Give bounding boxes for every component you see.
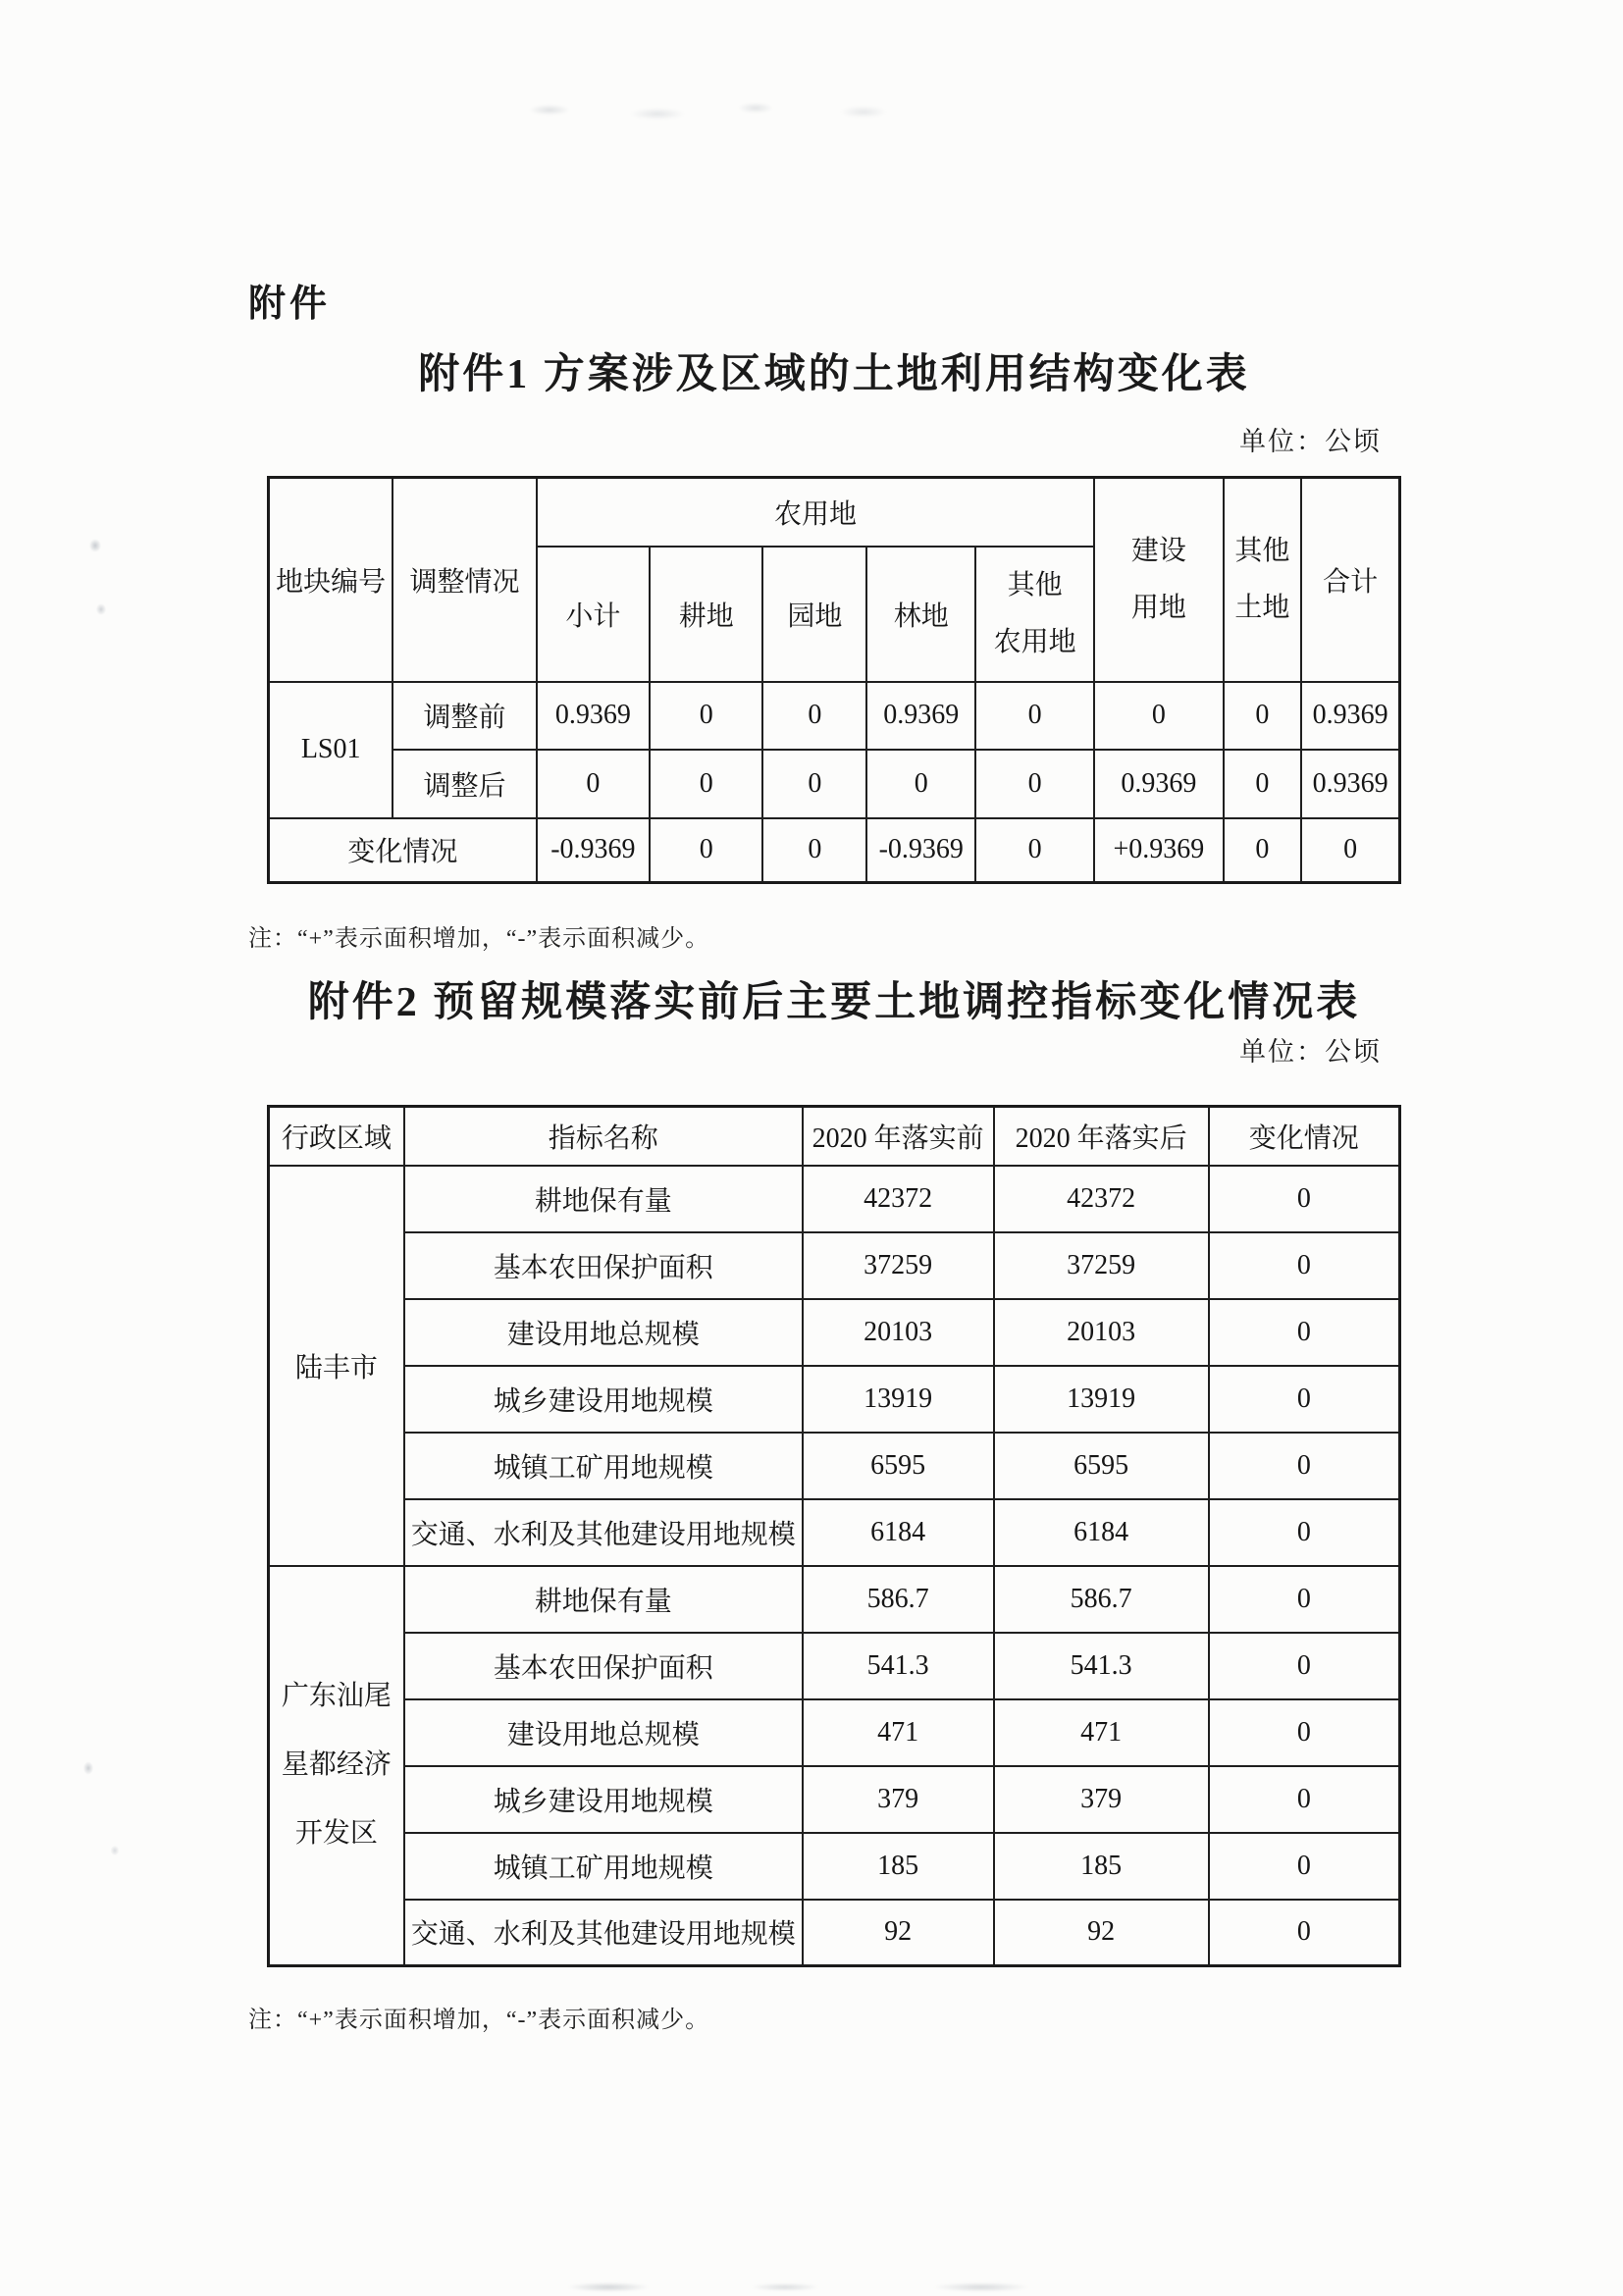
header-adjustment: 调整情况 <box>393 478 536 682</box>
value-cell: 0 <box>1209 1433 1400 1499</box>
value-cell: 586.7 <box>803 1566 994 1633</box>
header-construction-land-line1: 建设 <box>1130 536 1186 567</box>
stage-label-cell: 调整前 <box>393 682 536 750</box>
value-cell: 0 <box>650 818 762 883</box>
header-change: 变化情况 <box>1209 1107 1400 1166</box>
value-cell: 0 <box>866 750 975 818</box>
header-other-agricultural-land-line2: 农用地 <box>993 626 1076 657</box>
value-cell: 0 <box>1209 1299 1400 1366</box>
indicator-name-cell: 交通、水利及其他建设用地规模 <box>404 1900 803 1966</box>
stage-label-cell: 调整后 <box>393 750 536 818</box>
header-before-2020: 2020 年落实前 <box>803 1107 994 1166</box>
header-construction-land <box>1094 478 1223 682</box>
header-indicator-name: 指标名称 <box>404 1107 803 1166</box>
value-cell: 0.9369 <box>1301 750 1399 818</box>
header-other-land <box>1224 478 1302 682</box>
region-cell <box>269 1566 404 1966</box>
value-cell: 0 <box>1224 818 1302 883</box>
value-cell: 92 <box>994 1900 1209 1966</box>
indicator-name-cell: 基本农田保护面积 <box>404 1633 803 1699</box>
value-cell: 185 <box>803 1833 994 1900</box>
header-admin-region: 行政区域 <box>269 1107 404 1166</box>
table-row <box>269 1299 1400 1366</box>
scan-artifact <box>80 1758 96 1778</box>
value-cell: 42372 <box>994 1166 1209 1232</box>
table-row <box>269 1366 1400 1433</box>
header-cultivated-land: 耕地 <box>650 547 762 682</box>
header-total: 合计 <box>1301 478 1399 682</box>
table-row <box>269 1833 1400 1900</box>
value-cell: 6184 <box>803 1499 994 1566</box>
scan-artifact <box>530 2278 1138 2296</box>
value-cell: 0 <box>975 818 1094 883</box>
value-cell: 0.9369 <box>1301 682 1399 750</box>
value-cell: 0 <box>1209 1699 1400 1766</box>
indicator-name-cell: 建设用地总规模 <box>404 1299 803 1366</box>
value-cell: 0 <box>1209 1633 1400 1699</box>
table-row <box>269 1566 1400 1633</box>
value-cell: 185 <box>994 1833 1209 1900</box>
value-cell: 0 <box>537 750 650 818</box>
table2-title: 附件2 预留规模落实前后主要土地调控指标变化情况表 <box>307 980 1361 1025</box>
indicator-name-cell: 城乡建设用地规模 <box>404 1766 803 1833</box>
header-other-land-line2: 土地 <box>1234 592 1290 623</box>
value-cell: -0.9369 <box>866 818 975 883</box>
scan-artifact <box>510 98 922 124</box>
value-cell: 6595 <box>803 1433 994 1499</box>
table1-title: 附件1 方案涉及区域的土地利用结构变化表 <box>418 352 1250 397</box>
value-cell: 0.9369 <box>1094 750 1223 818</box>
scan-artifact <box>93 600 109 618</box>
indicator-name-cell: 建设用地总规模 <box>404 1699 803 1766</box>
table-row <box>269 1766 1400 1833</box>
value-cell: 0 <box>650 682 762 750</box>
table-row <box>269 1433 1400 1499</box>
value-cell: 0 <box>1209 1566 1400 1633</box>
value-cell: 0 <box>1224 750 1302 818</box>
table1-unit-label: 单位：公顷 <box>1239 427 1382 456</box>
indicator-name-cell: 耕地保有量 <box>404 1166 803 1232</box>
value-cell: 0 <box>1209 1166 1400 1232</box>
header-other-agricultural-land <box>975 547 1094 682</box>
value-cell: 0 <box>975 682 1094 750</box>
header-other-land-line1: 其他 <box>1234 536 1290 567</box>
value-cell: 0 <box>650 750 762 818</box>
table-row-before <box>269 682 1400 750</box>
table2-note: 注：“+”表示面积增加，“-”表示面积减少。 <box>248 2008 710 2033</box>
control-indicator-change-table <box>267 1105 1401 1967</box>
value-cell: 92 <box>803 1900 994 1966</box>
value-cell: 0 <box>1209 1366 1400 1433</box>
region-line3: 开发区 <box>294 1818 378 1850</box>
value-cell: 0 <box>762 818 866 883</box>
table-row <box>269 1900 1400 1966</box>
region-cell: 陆丰市 <box>269 1166 404 1566</box>
value-cell: 37259 <box>803 1232 994 1299</box>
indicator-name-cell: 交通、水利及其他建设用地规模 <box>404 1499 803 1566</box>
value-cell: 0.9369 <box>537 682 650 750</box>
value-cell: 0 <box>762 750 866 818</box>
header-after-2020: 2020 年落实后 <box>994 1107 1209 1166</box>
value-cell: 42372 <box>803 1166 994 1232</box>
value-cell: 37259 <box>994 1232 1209 1299</box>
value-cell: 13919 <box>994 1366 1209 1433</box>
plot-id-cell: LS01 <box>269 682 393 818</box>
attachment-label: 附件 <box>248 284 332 325</box>
value-cell: 0 <box>1094 682 1223 750</box>
value-cell: 541.3 <box>803 1633 994 1699</box>
table-row <box>269 1166 1400 1232</box>
value-cell: +0.9369 <box>1094 818 1223 883</box>
land-use-structure-change-table <box>267 476 1401 884</box>
value-cell: 0 <box>1209 1232 1400 1299</box>
value-cell: 0 <box>1209 1766 1400 1833</box>
value-cell: 471 <box>803 1699 994 1766</box>
value-cell: 0 <box>1209 1499 1400 1566</box>
table-row <box>269 1699 1400 1766</box>
value-cell: 6595 <box>994 1433 1209 1499</box>
region-line2: 星都经济 <box>281 1749 392 1781</box>
header-forest-land: 林地 <box>866 547 975 682</box>
value-cell: 541.3 <box>994 1633 1209 1699</box>
indicator-name-cell: 城镇工矿用地规模 <box>404 1833 803 1900</box>
value-cell: 6184 <box>994 1499 1209 1566</box>
scan-artifact <box>108 1843 122 1858</box>
change-label-cell: 变化情况 <box>269 818 537 883</box>
value-cell: 20103 <box>994 1299 1209 1366</box>
scan-artifact <box>86 535 104 556</box>
value-cell: 0 <box>975 750 1094 818</box>
table-row-change <box>269 818 1400 883</box>
indicator-name-cell: 城乡建设用地规模 <box>404 1366 803 1433</box>
value-cell: 0 <box>1209 1833 1400 1900</box>
value-cell: 471 <box>994 1699 1209 1766</box>
value-cell: 0 <box>1224 682 1302 750</box>
table-row <box>269 1499 1400 1566</box>
table-row-after <box>269 750 1400 818</box>
region-line1: 广东汕尾 <box>281 1681 392 1712</box>
indicator-name-cell: 基本农田保护面积 <box>404 1232 803 1299</box>
header-construction-land-line2: 用地 <box>1130 592 1186 623</box>
header-agricultural-land-group: 农用地 <box>537 478 1094 547</box>
header-other-agricultural-land-line1: 其他 <box>1007 570 1063 601</box>
value-cell: 0 <box>762 682 866 750</box>
header-plot-id: 地块编号 <box>269 478 393 682</box>
table1-note: 注：“+”表示面积增加，“-”表示面积减少。 <box>248 926 710 952</box>
header-garden-land: 园地 <box>762 547 866 682</box>
value-cell: -0.9369 <box>537 818 650 883</box>
value-cell: 379 <box>803 1766 994 1833</box>
table-row <box>269 1633 1400 1699</box>
value-cell: 13919 <box>803 1366 994 1433</box>
indicator-name-cell: 耕地保有量 <box>404 1566 803 1633</box>
value-cell: 0 <box>1209 1900 1400 1966</box>
value-cell: 0 <box>1301 818 1399 883</box>
value-cell: 379 <box>994 1766 1209 1833</box>
header-subtotal: 小计 <box>537 547 650 682</box>
table2-unit-label: 单位：公顷 <box>1239 1037 1382 1067</box>
value-cell: 0.9369 <box>866 682 975 750</box>
value-cell: 20103 <box>803 1299 994 1366</box>
table-row <box>269 1232 1400 1299</box>
value-cell: 586.7 <box>994 1566 1209 1633</box>
indicator-name-cell: 城镇工矿用地规模 <box>404 1433 803 1499</box>
